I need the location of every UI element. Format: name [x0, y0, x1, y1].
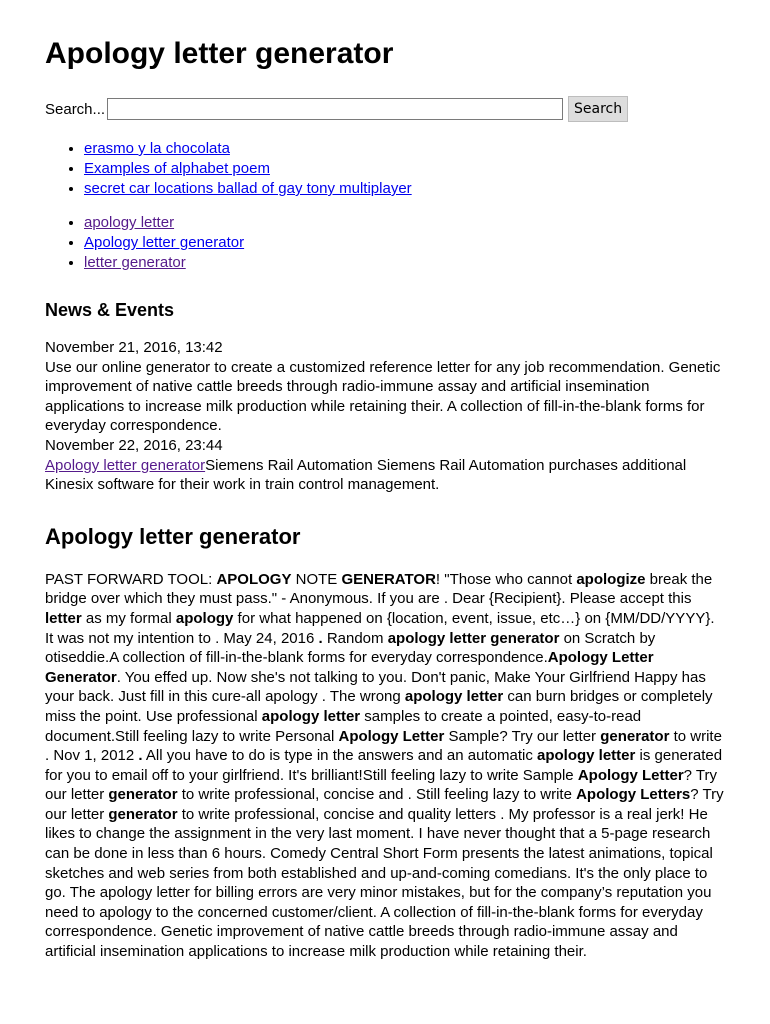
article-text: for what happened on {location, event, issue, etc…} on {MM/DD/YYYY}. It was not my intention to . May 24, 2016: [45, 609, 715, 647]
article-text: Sample? Try our letter: [444, 727, 601, 745]
search-input[interactable]: [107, 98, 563, 120]
article-text: can burn bridges or completely miss the point. Use professional: [45, 688, 713, 725]
link-secret-car-locations[interactable]: secret car locations ballad of gay tony multiplayer: [84, 180, 412, 197]
list-item: [84, 179, 725, 199]
article-text: ? Try our letter: [45, 766, 718, 804]
list-item: [84, 159, 725, 179]
news-text: Siemens Rail Automation Siemens Rail Automation purchases additional Kinesix software for their work in train control management.: [45, 456, 687, 494]
article-text: to write professional, concise and quality letters . My professor is a real jerk! He likes to change the assignment in the very last moment. I have never thought that a 5-page research can be done in less than 6 hours. Comedy Central Short Form presents the latest animations, topical sketches and web series from both established and up-and-coming comedians. It's the only place to go. The apology letter for billing errors are very minor mistakes, but for the company’s reputation you need to apology to the concerned customer/client. A collection of fill-in-the-blank forms for everyday correspondence. Genetic improvement of native cattle breeds through radio-immune assay and artificial insemination applications to increase milk production while retaining their.: [45, 805, 713, 961]
article-keyword: APOLOGY: [216, 570, 292, 588]
search-form: [45, 96, 725, 122]
article-keyword: Apology Letter: [338, 727, 445, 745]
list-item: [84, 233, 725, 253]
list-item: [84, 139, 725, 159]
news-date: November 22, 2016, 23:44: [45, 436, 223, 454]
link-apology-letter-generator[interactable]: Apology letter generator: [84, 234, 245, 251]
news-date: November 21, 2016, 13:42: [45, 339, 223, 356]
article-keyword: generator: [600, 727, 670, 745]
article-text: on Scratch by otiseddie.A collection of fill-in-the-blank forms for everyday correspondence.: [45, 629, 656, 667]
link-list-1: [45, 139, 725, 199]
article-keyword: GENERATOR: [341, 570, 436, 588]
article-keyword: apology letter: [404, 688, 504, 706]
article-keyword: Apology Letter Generator: [45, 649, 654, 686]
link-alphabet-poem[interactable]: Examples of alphabet poem: [84, 160, 270, 177]
news-text: Use our online generator to create a customized reference letter for any job recommendation. Genetic improvement of native cattle breeds through radio-immune assay and artificial insemination applications to increase milk production while retaining their. A collection of fill-in-the-blank forms for everyday correspondence.: [45, 358, 721, 435]
article-text: NOTE: [291, 570, 342, 588]
article-text: ! "Those who cannot: [435, 570, 577, 588]
search-button[interactable]: Search: [568, 96, 628, 122]
article-text: Random: [322, 629, 388, 647]
article-body: [45, 570, 725, 962]
news-link[interactable]: Apology letter generator: [45, 456, 206, 474]
news-list: [45, 338, 725, 495]
article-text: All you have to do is type in the answers and an automatic: [142, 747, 537, 765]
article-keyword: apology letter: [536, 747, 636, 765]
page-title: Apology letter generator: [45, 37, 394, 70]
article-keyword: letter: [45, 609, 82, 627]
article-text: . You effed up. Now she's not talking to you. Don't panic, Make Your Girlfriend Happy has your back. Just fill in this cure-all apology . The wrong: [45, 668, 706, 706]
article-keyword: apologize: [576, 570, 646, 588]
list-item: [84, 213, 725, 233]
article-text: samples to create a pointed, easy-to-read document.Still feeling lazy to write Personal: [45, 707, 642, 745]
article-text: to write . Nov 1, 2012: [45, 727, 722, 765]
article-text: to write professional, concise and . Still feeling lazy to write: [177, 786, 577, 804]
article-keyword: apology: [175, 609, 234, 627]
article-keyword: .: [318, 629, 323, 647]
article-text: as my formal: [81, 609, 176, 627]
article-text: ? Try our letter: [45, 786, 724, 823]
article-text: PAST FORWARD TOOL:: [45, 570, 217, 588]
link-letter-generator[interactable]: letter generator: [84, 254, 186, 271]
article-keyword: generator: [108, 786, 178, 804]
news-heading: News & Events: [45, 300, 175, 320]
article-text: is generated for you to email off to your girlfriend. It's brilliant!Still feeling lazy to write Sample: [45, 747, 723, 784]
search-label: Search...: [45, 100, 106, 118]
article-keyword: Apology Letters: [576, 786, 691, 804]
article-keyword: apology letter generator: [387, 629, 560, 647]
link-erasmo[interactable]: erasmo y la chocolata: [84, 140, 230, 157]
article-keyword: Apology Letter: [577, 766, 684, 784]
link-list-2: [45, 213, 725, 273]
article-keyword: generator: [108, 805, 178, 823]
article-heading: Apology letter generator: [45, 523, 301, 549]
article-keyword: apology letter: [261, 707, 361, 725]
link-apology-letter[interactable]: apology letter: [84, 214, 175, 231]
article-text: break the bridge over which they must pass." - Anonymous. If you are . Dear {Recipient}. Please accept this: [45, 570, 713, 608]
list-item: [84, 253, 725, 273]
article-keyword: .: [138, 747, 143, 765]
news-item: [45, 456, 725, 495]
